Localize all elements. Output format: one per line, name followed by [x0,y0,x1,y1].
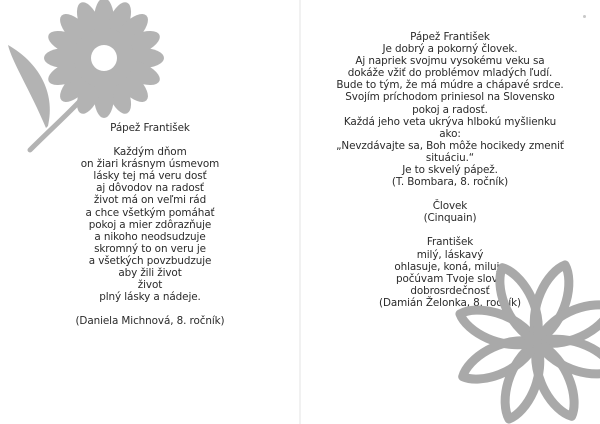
poem-line: lásky tej má veru dosť [93,170,207,183]
poem-line: plný lásky a nádeje. [99,291,201,304]
cinquain-subtitle: (Cinquain) [423,212,477,225]
essay-line: ako: [439,127,461,140]
essay-line: „Nevzdávajte sa, Boh môže hocikedy zmeniť [336,139,564,152]
outline-petal [496,337,550,423]
essay-line: Aj napriek svojmu vysokému veku sa [355,55,545,68]
cinquain-line: milý, láskavý [416,248,484,261]
essay-line: pokoj a radosť. [412,103,488,116]
cinquain-line: počúvam Tvoje slová [396,272,504,285]
page-dot [583,15,586,18]
outline-petal [455,301,541,355]
essay-line: Je to skvelý pápež. [402,164,498,177]
outline-flower-icon [455,250,600,424]
cinquain-line: František [426,236,474,249]
flower-leaf [8,45,50,128]
essay-author: (T. Bombara, 8. ročník) [391,176,509,189]
essay-line: Bude to tým, že má múdre a chápavé srdce. [336,79,564,92]
poem-line: aby žili život [118,267,182,280]
poem-line: pokoj a mier zdôrazňuje [88,218,212,231]
poem-line: Každým dňom [113,146,187,159]
poem-block [0,122,300,327]
essay-line: situáciu.“ [425,151,475,164]
poem-line: skromný to on veru je [94,242,206,255]
essay-line: Svojím príchodom priniesol na Slovensko [345,91,555,104]
cinquain-line: dobrosrdečnosť [410,284,490,297]
poem-title: Pápež František [110,122,190,134]
essay-line: Je dobrý a pokorný človek. [382,43,518,56]
right-page [300,0,600,424]
poem-line: aj dôvodov na radosť [96,182,204,195]
essay-line: dokáže vžiť do problémov mladých ľudí. [347,67,553,80]
poem-line: a chce všetkým pomáhať [85,206,215,219]
cinquain-title: Človek [432,200,468,213]
poem-line: a všetkých povzbudzuje [88,254,212,267]
poem-author: (Daniela Michnová, 8. ročník) [75,315,225,328]
poem-line: život [137,279,163,292]
cinquain-author: (Damián Želonka, 8. ročník) [378,296,521,309]
cinquain-line: ohlasuje, koná, miluje [394,260,506,273]
flower-center [91,45,117,71]
essay-line: Každá jeho veta ukrýva hlbokú myšlienku [343,115,557,128]
essay-title: Pápež František [410,31,490,43]
poem-line: život má on veľmi rád [93,194,207,207]
poem-line: a nikoho neodsudzuje [94,230,206,243]
poem-line: on žiari krásnym úsmevom [80,158,220,171]
